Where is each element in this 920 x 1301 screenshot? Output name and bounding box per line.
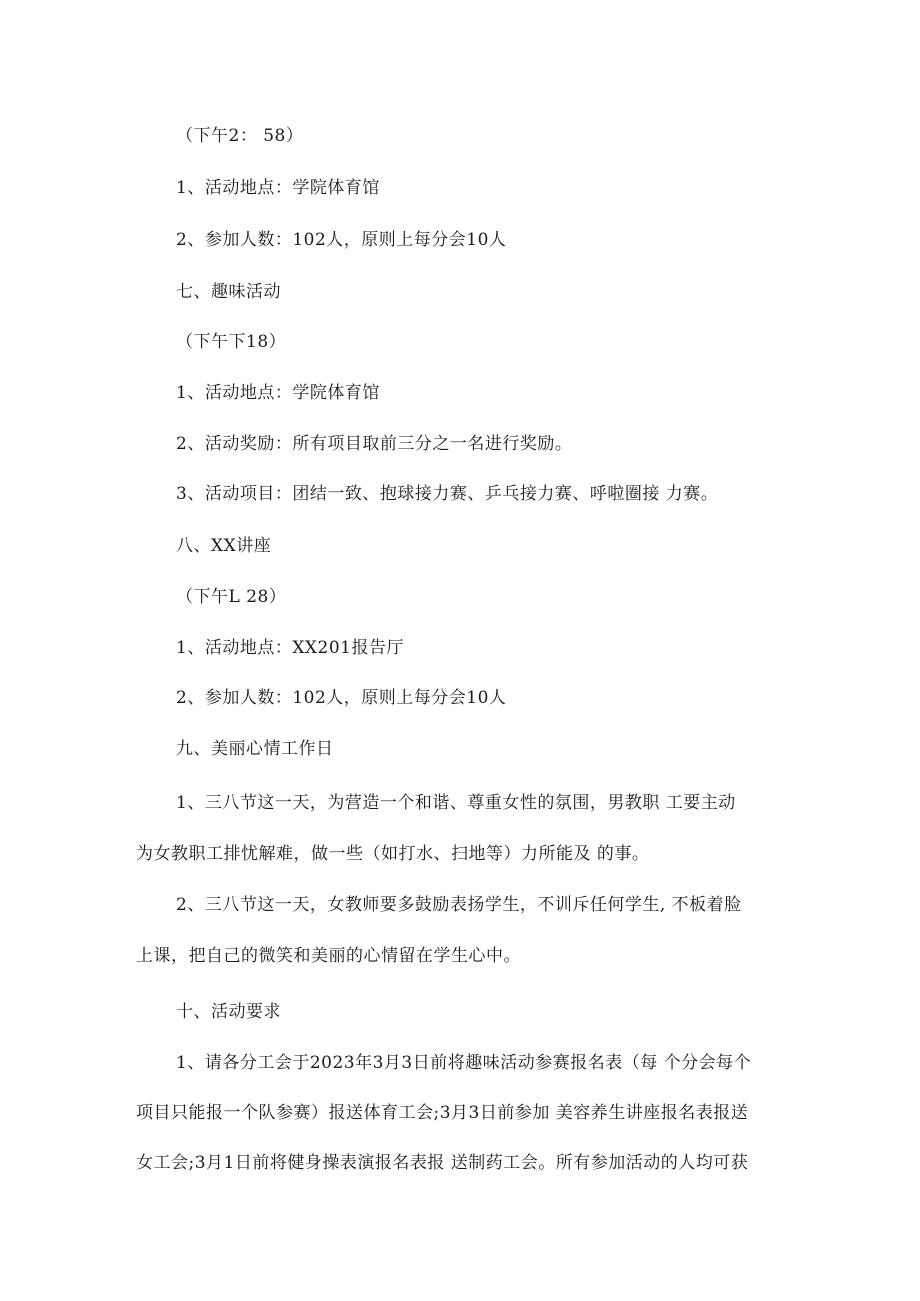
list-item: 2、参加人数：102人，原则上每分会10人	[176, 688, 507, 708]
list-item: 1、活动地点：XX201报告厅	[176, 638, 404, 658]
list-item: 1、活动地点：学院体育馆	[176, 383, 380, 403]
paragraph-line: 上课，把自己的微笑和美丽的心情留在学生心中。	[136, 946, 521, 966]
time-note: （下午下18）	[176, 332, 287, 352]
paragraph-line: 1、三八节这一天，为营造一个和谐、尊重女性的氛围，男教职 工要主动	[176, 793, 736, 813]
paragraph-line: 1、请各分工会于2023年3月3日前将趣味活动参赛报名表（每 个分会每个	[176, 1053, 752, 1073]
section-heading: 九、美丽心情工作日	[176, 739, 334, 759]
section-heading: 八、XX讲座	[176, 536, 272, 556]
section-heading: 十、活动要求	[176, 1002, 281, 1022]
paragraph-line: 2、三八节这一天，女教师要多鼓励表扬学生，不训斥任何学生, 不板着脸	[176, 895, 742, 915]
list-item: 2、参加人数：102人，原则上每分会10人	[176, 230, 507, 250]
time-note: （下午L 28）	[176, 587, 287, 607]
paragraph-line: 女工会;3月1日前将健身操表演报名表报 送制药工会。所有参加活动的人均可获	[136, 1153, 749, 1173]
paragraph-line: 为女教职工排忧解难，做一些（如打水、扫地等）力所能及 的事。	[136, 844, 650, 864]
time-note: （下午2： 58）	[176, 126, 304, 146]
section-heading: 七、趣味活动	[176, 282, 281, 302]
list-item: 1、活动地点：学院体育馆	[176, 178, 380, 198]
paragraph-line: 项目只能报一个队参赛）报送体育工会;3月3日前参加 美容养生讲座报名表报送	[136, 1103, 749, 1123]
list-item: 3、活动项目：团结一致、抱球接力赛、乒乓接力赛、呼啦圈接 力赛。	[176, 484, 719, 504]
list-item: 2、活动奖励：所有项目取前三分之一名进行奖励。	[176, 434, 573, 454]
